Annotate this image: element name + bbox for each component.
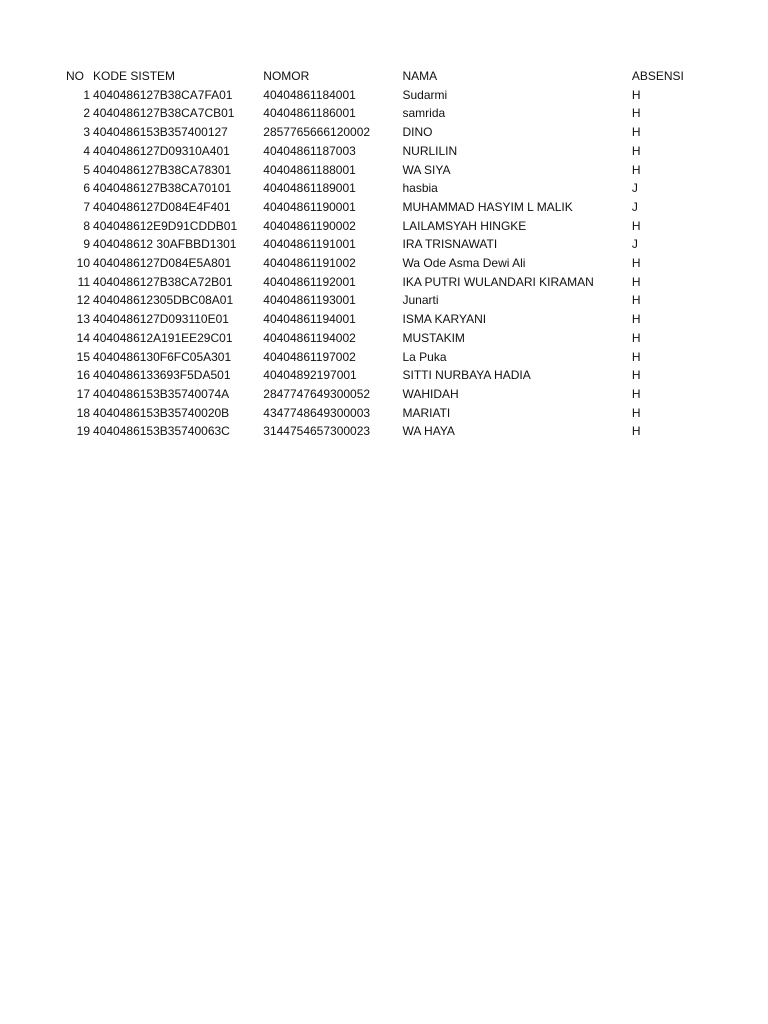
table-row: [62, 198, 722, 217]
cell-kode-sistem: 404048612 30AFBBD1301: [93, 237, 237, 252]
cell-nomor: 40404861187003: [263, 143, 356, 158]
cell-nama: MUSTAKIM: [402, 330, 465, 345]
cell-nomor: 40404861193001: [263, 293, 356, 308]
cell-no: 10: [76, 256, 91, 271]
cell-no: 6: [83, 181, 91, 196]
header-no: NO: [66, 69, 84, 83]
table-row: [62, 254, 722, 273]
cell-absensi: H: [631, 386, 641, 401]
cell-no: 11: [77, 274, 91, 289]
cell-absensi: H: [631, 368, 641, 383]
table-row: [62, 104, 722, 123]
table-row: [62, 329, 722, 348]
cell-absensi: J: [631, 199, 638, 214]
cell-kode-sistem: 404048612305DBC08A01: [93, 293, 234, 308]
cell-no: 9: [83, 237, 91, 252]
table-row: [62, 348, 722, 367]
cell-nomor: 40404861186001: [263, 106, 356, 121]
cell-kode-sistem: 4040486127D084E4F401: [93, 199, 231, 214]
cell-no: 8: [83, 218, 91, 233]
cell-nama: DINO: [402, 125, 433, 140]
table-row: [62, 217, 722, 236]
cell-absensi: H: [631, 218, 641, 233]
cell-absensi: H: [631, 125, 641, 140]
cell-no: 4: [83, 143, 91, 158]
cell-no: 15: [76, 349, 91, 364]
table-row: [62, 161, 722, 180]
cell-nama: IKA PUTRI WULANDARI KIRAMAN: [402, 274, 594, 289]
cell-nomor: 40404861190002: [263, 218, 356, 233]
cell-nama: Sudarmi: [402, 87, 448, 102]
cell-absensi: H: [631, 349, 641, 364]
cell-nomor: 40404861191001: [263, 237, 356, 252]
cell-absensi: J: [631, 181, 638, 196]
table-row: [62, 179, 722, 198]
cell-nama: samrida: [402, 106, 446, 121]
cell-nomor: 3144754657300023: [263, 424, 371, 439]
table-row: [62, 404, 722, 423]
cell-no: 5: [83, 162, 91, 177]
table-row: [62, 385, 722, 404]
cell-nomor: 2857765666120002: [263, 125, 371, 140]
cell-nama: Junarti: [402, 293, 439, 308]
cell-nama: Wa Ode Asma Dewi Ali: [402, 256, 526, 271]
cell-nama: hasbia: [402, 181, 438, 196]
cell-nomor: 40404861194001: [263, 312, 356, 327]
table-row: [62, 235, 722, 254]
table-row: [62, 310, 722, 329]
cell-absensi: H: [631, 293, 641, 308]
cell-no: 7: [83, 199, 91, 214]
cell-nomor: 40404861189001: [263, 181, 356, 196]
cell-no: 2: [83, 106, 91, 121]
cell-nama: MARIATI: [402, 405, 451, 420]
cell-nomor: 40404861191002: [263, 256, 356, 271]
cell-no: 17: [76, 386, 91, 401]
table-row: [62, 422, 722, 441]
cell-absensi: H: [631, 143, 641, 158]
table-row: [62, 273, 722, 292]
cell-kode-sistem: 4040486127B38CA7FA01: [93, 87, 233, 102]
cell-kode-sistem: 404048612A191EE29C01: [93, 330, 233, 345]
cell-nama: LAILAMSYAH HINGKE: [402, 218, 527, 233]
cell-kode-sistem: 4040486127D084E5A801: [93, 256, 232, 271]
cell-nomor: 40404861184001: [263, 87, 356, 102]
cell-kode-sistem: 4040486127B38CA70101: [93, 181, 232, 196]
cell-no: 18: [76, 405, 91, 420]
cell-nama: La Puka: [402, 349, 447, 364]
cell-nomor: 40404861188001: [263, 162, 356, 177]
cell-nama: SITTI NURBAYA HADIA: [402, 368, 531, 383]
table-row: [62, 86, 722, 105]
cell-absensi: H: [631, 405, 641, 420]
attendance-table: [62, 67, 722, 441]
cell-nomor: 40404892197001: [263, 368, 357, 383]
cell-kode-sistem: 4040486127B38CA7CB01: [93, 106, 235, 121]
cell-nama: WAHIDAH: [402, 386, 459, 401]
header-nomor: NOMOR: [263, 69, 310, 83]
cell-absensi: H: [631, 256, 641, 271]
cell-kode-sistem: 404048612E9D91CDDB01: [93, 218, 238, 233]
cell-kode-sistem: 4040486153B35740074A: [93, 386, 230, 401]
cell-no: 14: [76, 330, 91, 345]
header-kode-sistem: KODE SISTEM: [93, 69, 176, 83]
cell-kode-sistem: 4040486153B357400127: [93, 125, 228, 140]
cell-absensi: H: [631, 87, 641, 102]
cell-kode-sistem: 4040486127D093110E01: [93, 312, 229, 327]
cell-nama: WA SIYA: [402, 162, 451, 177]
cell-absensi: H: [631, 424, 641, 439]
cell-nama: MUHAMMAD HASYIM L MALIK: [402, 199, 573, 214]
cell-nama: IRA TRISNAWATI: [402, 237, 498, 252]
cell-absensi: H: [631, 106, 641, 121]
table-row: [62, 291, 722, 310]
cell-no: 16: [76, 368, 91, 383]
cell-kode-sistem: 4040486153B35740020B: [93, 405, 230, 420]
table-row: [62, 123, 722, 142]
cell-nomor: 40404861194002: [263, 330, 356, 345]
header-row: [62, 67, 722, 86]
cell-kode-sistem: 4040486127B38CA72B01: [93, 274, 233, 289]
cell-kode-sistem: 4040486127D09310A401: [93, 143, 230, 158]
cell-absensi: H: [631, 312, 641, 327]
header-nama: NAMA: [402, 69, 438, 83]
cell-nama: ISMA KARYANI: [402, 312, 487, 327]
cell-no: 19: [76, 424, 91, 439]
cell-nomor: 40404861197002: [263, 349, 356, 364]
cell-absensi: J: [631, 237, 638, 252]
attendance-sheet: [62, 67, 722, 441]
cell-absensi: H: [631, 330, 641, 345]
header-absensi: ABSENSI: [631, 69, 684, 83]
cell-absensi: H: [631, 274, 641, 289]
cell-nomor: 2847747649300052: [263, 386, 371, 401]
table-body: [62, 86, 722, 441]
cell-nama: WA HAYA: [402, 424, 455, 439]
cell-kode-sistem: 4040486133693F5DA501: [93, 368, 231, 383]
cell-no: 1: [83, 87, 91, 102]
cell-nomor: 40404861190001: [263, 199, 356, 214]
table-row: [62, 142, 722, 161]
cell-kode-sistem: 4040486153B35740063C: [93, 424, 230, 439]
cell-absensi: H: [631, 162, 641, 177]
cell-no: 12: [76, 293, 91, 308]
cell-kode-sistem: 4040486130F6FC05A301: [93, 349, 232, 364]
cell-kode-sistem: 4040486127B38CA78301: [93, 162, 232, 177]
cell-no: 13: [76, 312, 91, 327]
cell-nomor: 40404861192001: [263, 274, 356, 289]
cell-nama: NURLILIN: [402, 143, 458, 158]
table-row: [62, 366, 722, 385]
cell-nomor: 4347748649300003: [263, 405, 371, 420]
cell-no: 3: [83, 125, 91, 140]
